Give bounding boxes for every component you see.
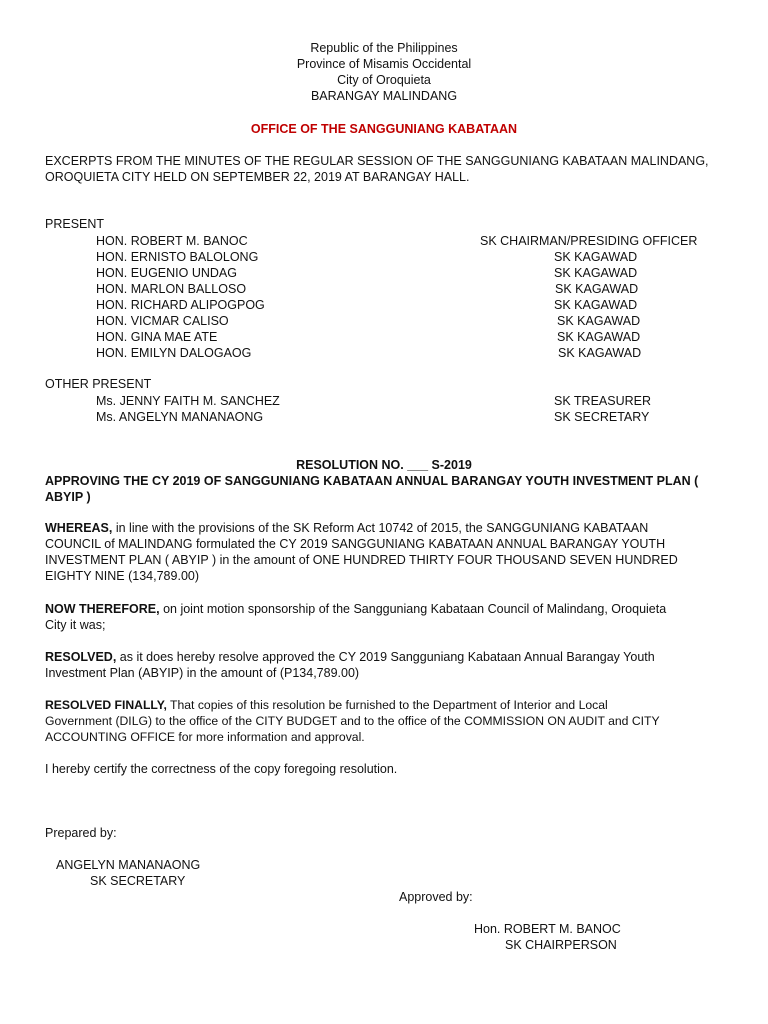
prepared-by-name: ANGELYN MANANAONG — [56, 858, 201, 872]
whereas-text: in line with the provisions of the SK Reform Act 10742 of 2015, the SANGGUNIANG KABATAAN — [112, 521, 649, 535]
present-member-name: HON. ERNISTO BALOLONG — [96, 250, 259, 264]
header-province: Province of Misamis Occidental — [296, 57, 472, 71]
resolved-finally-text: That copies of this resolution be furnished to the Department of Interior and Local — [166, 698, 608, 712]
present-member-name: HON. EUGENIO UNDAG — [96, 266, 237, 280]
present-member-position: SK KAGAWAD — [557, 314, 641, 328]
whereas-text: INVESTMENT PLAN ( ABYIP ) in the amount of ONE HUNDRED THIRTY FOUR THOUSAND SEVEN HUNDRED — [45, 553, 678, 567]
intro-line-2: OROQUIETA CITY HELD ON SEPTEMBER 22, 2019 AT BARANGAY HALL. — [45, 170, 470, 184]
present-member-name: HON. MARLON BALLOSO — [96, 282, 247, 296]
resolved-paragraph — [45, 649, 725, 681]
resolved-finally-text: ACCOUNTING OFFICE for more information and approval. — [45, 730, 365, 744]
now-therefore-paragraph — [45, 601, 725, 633]
intro-line-1: EXCERPTS FROM THE MINUTES OF THE REGULAR SESSION OF THE SANGGUNIANG KABATAAN MALINDANG, — [45, 154, 709, 168]
present-member-name: HON. ROBERT M. BANOC — [96, 234, 248, 248]
approved-by-label: Approved by: — [399, 890, 473, 904]
present-member-position: SK KAGAWAD — [554, 298, 638, 312]
approved-by-name: Hon. ROBERT M. BANOC — [474, 922, 621, 936]
resolved-finally-lead: RESOLVED FINALLY, — [45, 698, 167, 712]
present-label: PRESENT — [45, 217, 105, 231]
resolution-title-line-1: APPROVING THE CY 2019 OF SANGGUNIANG KABATAAN ANNUAL BARANGAY YOUTH INVESTMENT PLAN ( — [45, 474, 699, 488]
resolved-finally-text: Government (DILG) to the office of the CITY BUDGET and to the office of the COMMISSION ON AUDIT and CITY — [45, 714, 660, 728]
present-member-position: SK KAGAWAD — [554, 266, 638, 280]
present-member-name: HON. RICHARD ALIPOGPOG — [96, 298, 265, 312]
present-member-position: SK KAGAWAD — [554, 250, 638, 264]
resolved-finally-paragraph — [45, 697, 725, 745]
now-therefore-text: on joint motion sponsorship of the Sangguniang Kabataan Council of Malindang, Oroquieta — [159, 602, 667, 616]
present-member-position: SK KAGAWAD — [555, 282, 639, 296]
resolved-text: as it does hereby resolve approved the CY 2019 Sangguniang Kabataan Annual Barangay Youth — [116, 650, 655, 664]
certification-text: I hereby certify the correctness of the copy foregoing resolution. — [45, 762, 398, 776]
prepared-by-label: Prepared by: — [45, 826, 117, 840]
header-barangay: BARANGAY MALINDANG — [310, 89, 458, 103]
present-member-position: SK KAGAWAD — [557, 330, 641, 344]
other-member-name: Ms. JENNY FAITH M. SANCHEZ — [96, 394, 280, 408]
resolved-text: Investment Plan (ABYIP) in the amount of (P134,789.00) — [45, 666, 360, 680]
present-member-name: HON. VICMAR CALISO — [96, 314, 229, 328]
whereas-text: COUNCIL of MALINDANG formulated the CY 2019 SANGGUNIANG KABATAAN ANNUAL BARANGAY YOUTH — [45, 537, 666, 551]
now-therefore-lead: NOW THEREFORE, — [45, 602, 160, 616]
present-member-name: HON. GINA MAE ATE — [96, 330, 218, 344]
approved-by-title: SK CHAIRPERSON — [505, 938, 617, 952]
present-member-position: SK CHAIRMAN/PRESIDING OFFICER — [480, 234, 698, 248]
whereas-paragraph — [45, 520, 725, 584]
whereas-text: EIGHTY NINE (134,789.00) — [45, 569, 200, 583]
other-member-name: Ms. ANGELYN MANANAONG — [96, 410, 264, 424]
header-country: Republic of the Philippines — [310, 41, 458, 55]
resolved-lead: RESOLVED, — [45, 650, 117, 664]
other-member-position: SK SECRETARY — [554, 410, 650, 424]
present-member-position: SK KAGAWAD — [558, 346, 642, 360]
other-present-label: OTHER PRESENT — [45, 377, 152, 391]
office-title: OFFICE OF THE SANGGUNIANG KABATAAN — [250, 122, 518, 136]
header-city: City of Oroquieta — [337, 73, 431, 87]
whereas-lead: WHEREAS, — [45, 521, 113, 535]
resolution-title-line-2: ABYIP ) — [45, 490, 91, 504]
resolution-number: RESOLUTION NO. ___ S-2019 — [296, 458, 472, 472]
prepared-by-title: SK SECRETARY — [90, 874, 186, 888]
present-member-name: HON. EMILYN DALOGAOG — [96, 346, 252, 360]
other-member-position: SK TREASURER — [554, 394, 652, 408]
now-therefore-text: City it was; — [45, 618, 106, 632]
